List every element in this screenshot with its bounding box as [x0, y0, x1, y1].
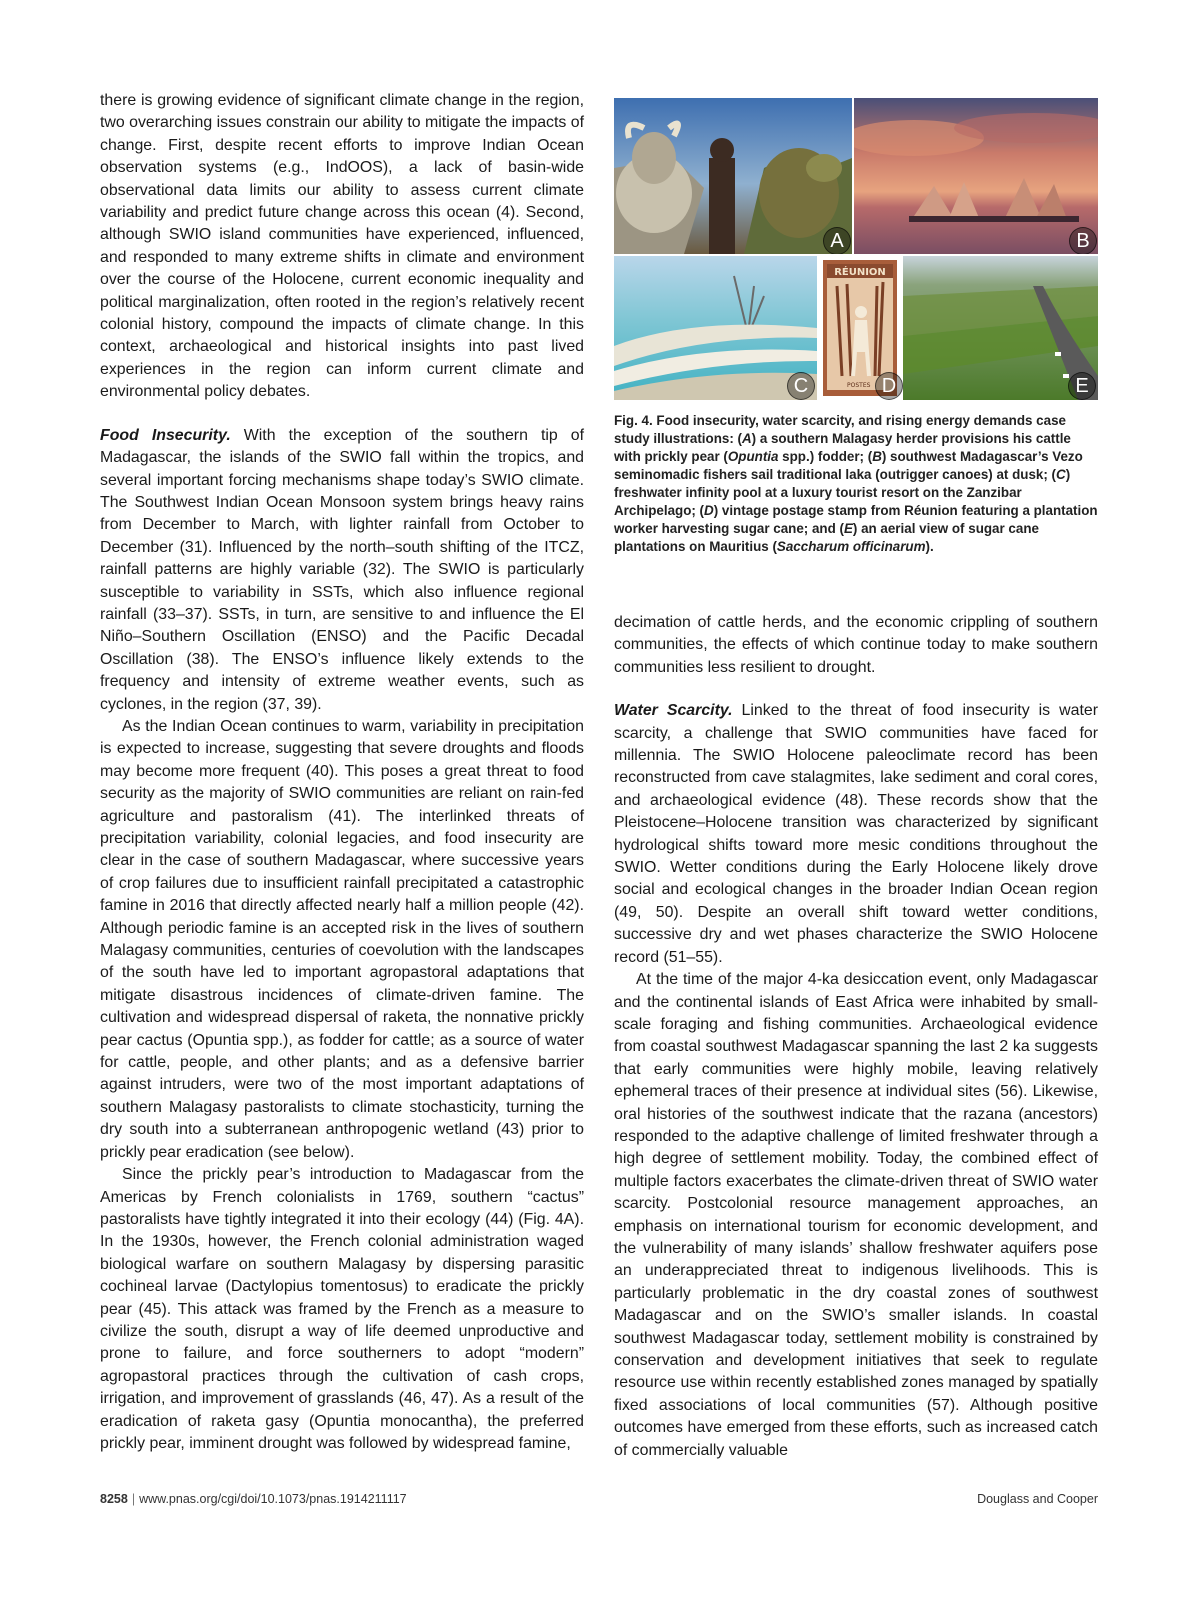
panel-label-c: C [787, 372, 815, 400]
paragraph: decimation of cattle herds, and the economic crippling of southern communities, the effects of which continue today to make southern communities less resilient to drought. [614, 614, 1098, 676]
section-heading-water-scarcity: Water Scarcity. [614, 702, 733, 720]
paragraph: At the time of the major 4-ka desiccation event, only Madagascar and the continental islands of East Africa were inhabited by small-scale foraging and fishing communities. Archaeological evidence from coastal southwest Madagascar spanning the last 2 ka suggests that early communities were highly mobile, leaving relatively ephemeral traces of their presence at individual sites (56). Likewise, oral histories of the southwest indicate that the razana (ancestors) responded to the adaptive challenge of limited freshwater through a high degree of settlement mobility. Today, the combined effect of multiple factors exacerbates the climate-driven threat of SWIO water scarcity. Postcolonial resource management approaches, an emphasis on international tourism for economic development, and the vulnerability of many islands’ shallow freshwater aquifers pose an underappreciated threat to indigenous livelihoods. This is particularly problematic in the dry coastal zones of southwest Madagascar and on the SWIO’s smaller islands. In coastal southwest Madagascar today, settlement mobility is constrained by conservation and development initiatives that seek to regulate resource use within recently established zones managed by spatially fixed associations of local communities (57). Although positive outcomes have emerged from these efforts, such as increased catch of commercially valuable [614, 971, 1098, 1459]
page-number: 8258 [100, 1492, 128, 1506]
footer-separator: | [131, 1492, 136, 1506]
paragraph-text: With the exception of the southern tip of Madagascar, the islands of the SWIO fall within the tropics, and several important forcing mechanisms shape today’s SWIO climate. The Southwest Indian Ocean Monsoon system brings heavy rains from December to March, with lighter rainfall from October to December (31). Influenced by the north–south shifting of the ITCZ, rainfall patterns are highly variable (32). The SWIO is particularly susceptible to variability in SSTs, which also influence regional rainfall (33–37). SSTs, in turn, are sensitive to and influence the El Niño–Southern Oscillation (ENSO) and the Pacific Decadal Oscillation (38). The ENSO’s influence likely extends to the frequency and intensity of extreme weather events, such as cyclones, in the region (37, 39). [100, 426, 584, 713]
postage-stamp-panel-d [817, 256, 903, 400]
left-column [100, 90, 584, 1455]
svg-text:RÉUNION: RÉUNION [834, 267, 886, 278]
figure-caption: Fig. 4. Food insecurity, water scarcity, and rising energy demands case study illustrations: (A) a southern Malagasy herder provisions his cattle with prickly pear (Opuntia spp.) fodder; (B) southwest Madagascar’s Vezo seminomadic fishers sail traditional laka (outrigger canoes) at dusk; (C) freshwater infinity pool at a luxury tourist resort on the Zanzibar Archipelago; (D) vintage postage stamp from Réunion featuring a plantation worker harvesting sugar cane; and (E) an aerial view of sugar cane plantations on Mauritius (Saccharum officinarum). [614, 413, 1098, 554]
paragraph: there is growing evidence of significant climate change in the region, two overarching issues constrain our ability to mitigate the impacts of change. First, despite recent efforts to improve Indian Ocean observation systems (e.g., IndOOS), a lack of basin-wide observational data limits our ability to assess current climate variability and predict future change across this ocean (4). Second, although SWIO island communities have experienced, influenced, and responded to many extreme shifts in climate and environment over the course of the Holocene, current economic inequality and political marginalization, often rooted in the region’s relatively recent colonial history, compound the impacts of climate change. In this context, archaeological and historical insights into past lived experiences in the region can inform current climate and environmental policy debates. [100, 92, 585, 401]
paragraph-text: Linked to the threat of food insecurity is water scarcity, a challenge that SWIO communities have faced for millennia. The SWIO Holocene paleoclimate record has been reconstructed from cave stalagmites, lake sediment and coral cores, and archaeological evidence (48). These records show that the Pleistocene–Holocene transition was characterized by significant hydrological shifts toward more mesic conditions throughout the SWIO. Wetter conditions during the Early Holocene likely drove social and ecological changes in the broader Indian Ocean region (49, 50). Despite an overall shift toward wetter conditions, successive dry and wet phases characterize the SWIO Holocene record (51–55). [614, 702, 1098, 966]
page-footer [100, 1492, 1098, 1506]
section-heading-food-insecurity: Food Insecurity. [100, 426, 231, 444]
photo-panel-b [854, 98, 1098, 254]
paragraph [614, 700, 1098, 969]
doi-link[interactable]: www.pnas.org/cgi/doi/10.1073/pnas.1914211117 [139, 1492, 407, 1506]
paragraph: Since the prickly pear’s introduction to Madagascar from the Americas by French colonialists in 1769, southern “cactus” pastoralists have tightly integrated it into their ecology (44) (Fig. 4A). In the 1930s, however, the French colonial administration waged biological warfare on southern Malagasy by dispersing parasitic cochineal larvae (Dactylopius tomentosus) to eradicate the prickly pear (45). This attack was framed by the French as a measure to civilize the south, disrupt a way of life deemed unproductive and prone to failure, and force southerners to adopt “modern” agropastoral practices through the cultivation of cash crops, irrigation, and improvement of grasslands (46, 47). As a result of the eradication of raketa gasy (Opuntia monocantha), the preferred prickly pear, imminent drought was followed by widespread famine, [100, 1166, 584, 1452]
paragraph: As the Indian Ocean continues to warm, variability in precipitation is expected to increase, suggesting that severe droughts and floods may become more frequent (40). This poses a great threat to food security as the majority of SWIO communities are reliant on rain-fed agriculture and pastoralism (41). The interlinked threats of precipitation variability, colonial legacies, and food insecurity are clear in the case of southern Madagascar, where successive years of crop failures due to insufficient rainfall precipitated a catastrophic famine in 2016 that directly affected nearly half a million people (42). Although periodic famine is an accepted risk in the lives of southern Malagasy communities, centuries of coevolution with the landscapes of the south have led to important agropastoral adaptations that mitigate disastrous incidences of climate-driven famine. The cultivation and widespread dispersal of raketa, the nonnative prickly pear cactus (Opuntia spp.), as fodder for cattle; as a source of water for cattle, people, and other plants; and as a defensive barrier against intruders, were two of the most important adaptations of southern Malagasy pastoralists to climate stochasticity, turning the dry south into a subterranean anthropogenic wetland (43) prior to prickly pear eradication (see below). [100, 717, 584, 1161]
photo-panel-e [903, 256, 1098, 400]
panel-label-d: D [875, 372, 903, 400]
photo-panel-a [614, 98, 852, 254]
figure-4 [614, 98, 1098, 400]
panel-label-b: B [1069, 227, 1097, 254]
paragraph [100, 425, 584, 716]
right-column [614, 612, 1098, 1462]
panel-label-e: E [1068, 372, 1096, 400]
footer-authors: Douglass and Cooper [977, 1492, 1098, 1506]
photo-panel-c [614, 256, 817, 400]
panel-label-a: A [823, 227, 851, 254]
svg-text:POSTES: POSTES [847, 382, 871, 389]
